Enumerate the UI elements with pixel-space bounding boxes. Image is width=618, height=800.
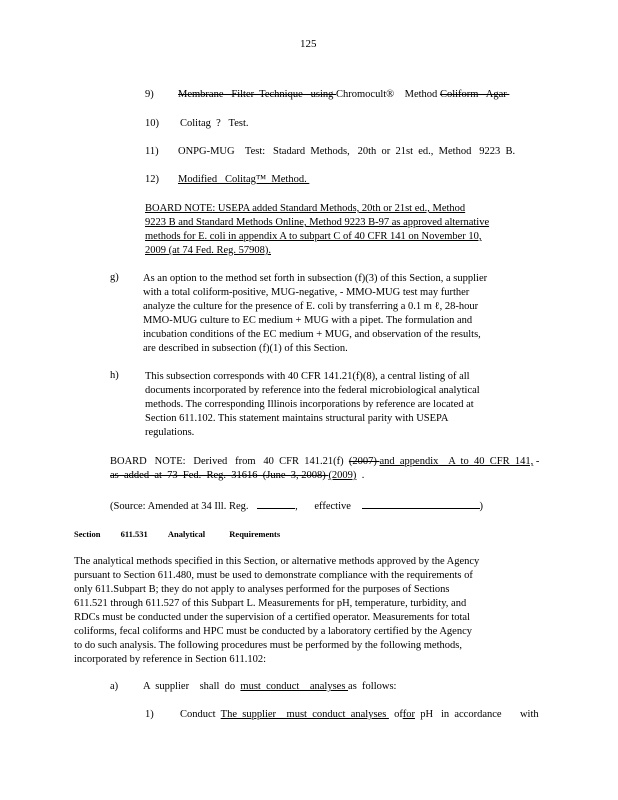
paragraph-line: are described in subsection (f)(1) of this Section.	[143, 343, 348, 354]
paragraph-line: incubation conditions of the EC medium + MUG, and observation of the results,	[143, 329, 481, 340]
paragraph-line: methods. The corresponding Illinois incorporations by reference are located at	[145, 399, 474, 410]
section-label: Section	[74, 529, 101, 539]
text-run: -	[533, 456, 540, 467]
list-item-number: 11)	[145, 146, 159, 157]
item-a-text	[143, 681, 396, 693]
board-note-line: methods for E. coli in appendix A to subpart C of 40 CFR 141 on November 10,	[145, 231, 482, 242]
paragraph-line: documents incorporated by reference into the federal microbiological analytical	[145, 385, 480, 396]
paragraph-line: pursuant to Section 611.480, must be used to demonstrate compliance with the requirements of	[74, 570, 473, 581]
paragraph-line: incorporated by reference in Section 611.102:	[74, 654, 267, 665]
paragraph-line: coliforms, fecal coliforms and HPC must be conducted by a laboratory certified by the Agency	[74, 626, 473, 637]
section-title-2: Requirements	[229, 529, 281, 539]
paragraph-line: to do such analysis. The following procedures must be performed by the following methods,	[74, 640, 462, 651]
list-item-number: 10)	[145, 118, 159, 129]
source-text: (Source: Amended at 34 Ill. Reg.	[110, 501, 249, 512]
list-item-text	[178, 146, 515, 158]
text-run: .	[356, 470, 365, 481]
list-item-number: 12)	[145, 174, 159, 185]
paragraph-line: Section 611.102. This statement maintains structural parity with USEPA	[145, 413, 449, 424]
paragraph-line: regulations.	[145, 427, 195, 438]
paragraph-g	[143, 272, 528, 356]
board-note-1	[145, 202, 530, 258]
board-note-2-line-1	[110, 456, 539, 468]
source-blank-date	[257, 498, 295, 509]
text-run: A supplier shall do	[143, 681, 241, 692]
text-run: BOARD NOTE: Derived from 40 CFR 141.21(f)	[110, 456, 349, 467]
text-run: as follows:	[348, 681, 397, 692]
text-run: Colitag ? Test.	[180, 118, 249, 129]
paragraph-line: 611.521 through 611.527 of this Subpart L. Measurements for pH, temperature, turbidity, and	[74, 598, 467, 609]
section-number: 611.531	[120, 529, 148, 539]
board-note-line: 2009 (at 74 Fed. Reg. 57908).	[145, 245, 271, 256]
list-item-text	[178, 89, 509, 101]
paragraph-line: MMO-MUG culture to EC medium + MUG with a pipet. The formulation and	[143, 315, 473, 326]
paragraph-line: only 611.Subpart B; they do not apply to analyses performed for the purposes of Sections	[74, 584, 450, 595]
struck-text: Coliform Agar	[439, 89, 510, 100]
paragraph-line: This subsection corresponds with 40 CFR 141.21(f)(8), a central listing of all	[145, 371, 470, 382]
inserted-text: The supplier must conduct analyses	[220, 709, 389, 720]
section-heading	[74, 528, 280, 540]
board-note-line: BOARD NOTE: USEPA added Standard Methods, 20th or 21st ed., Method	[145, 203, 466, 214]
struck-text: Membrane Filter Technique using	[178, 89, 336, 100]
inserted-text: and appendix A to 40 CFR 141,	[379, 456, 534, 467]
list-item-text	[180, 118, 248, 130]
source-blank-effective	[362, 498, 480, 509]
struck-text: as added at 73 Fed. Reg. 31616 (June 3, 2008)	[110, 470, 329, 481]
item-label-1: 1)	[145, 709, 154, 720]
inserted-text: Modified Colitag™ Method.	[178, 174, 310, 185]
inserted-text: for	[402, 709, 415, 720]
text-run: Chromocult® Method	[336, 89, 440, 100]
paragraph-line: As an option to the method set forth in subsection (f)(3) of this Section, a supplier	[143, 273, 488, 284]
text-run: pH in accordance with	[414, 709, 539, 720]
paragraph-line: The analytical methods specified in this Section, or alternative methods approved by the Agency	[74, 556, 480, 567]
text-run: ONPG-MUG Test: Stadard Methods, 20th or 21st ed., Method 9223 B.	[178, 146, 516, 157]
section-body-paragraph	[74, 555, 534, 667]
paragraph-line: analyze the culture for the presence of E. coli by transferring a 0.1 m ℓ, 28-hour	[143, 301, 479, 312]
text-run: of	[388, 709, 403, 720]
board-note-2-line-2	[110, 470, 364, 482]
paragraph-label-g: g)	[110, 272, 119, 283]
page-number: 125	[300, 38, 317, 50]
board-note-line: 9223 B and Standard Methods Online, Method 9223 B-97 as approved alternative	[145, 217, 490, 228]
list-item-number: 9)	[145, 89, 154, 100]
source-comma: ,	[295, 501, 298, 512]
text-run: Conduct	[180, 709, 221, 720]
paragraph-h	[145, 370, 530, 440]
source-effective: effective	[314, 501, 351, 512]
item-label-a: a)	[110, 681, 119, 692]
paragraph-label-h: h)	[110, 370, 119, 381]
item-1-text	[180, 709, 539, 721]
source-close: )	[479, 501, 484, 512]
inserted-text: (2009)	[328, 470, 357, 481]
paragraph-line: with a total coliform-positive, MUG-negative, - MMO-MUG test may further	[143, 287, 470, 298]
paragraph-line: RDCs must be conducted under the supervision of a certified operator. Measurements for total	[74, 612, 470, 623]
struck-text: (2007)	[348, 456, 380, 467]
inserted-text: must conduct analyses	[240, 681, 349, 692]
source-note	[110, 498, 483, 513]
list-item-text	[178, 174, 309, 186]
section-title: Analytical	[167, 529, 206, 539]
